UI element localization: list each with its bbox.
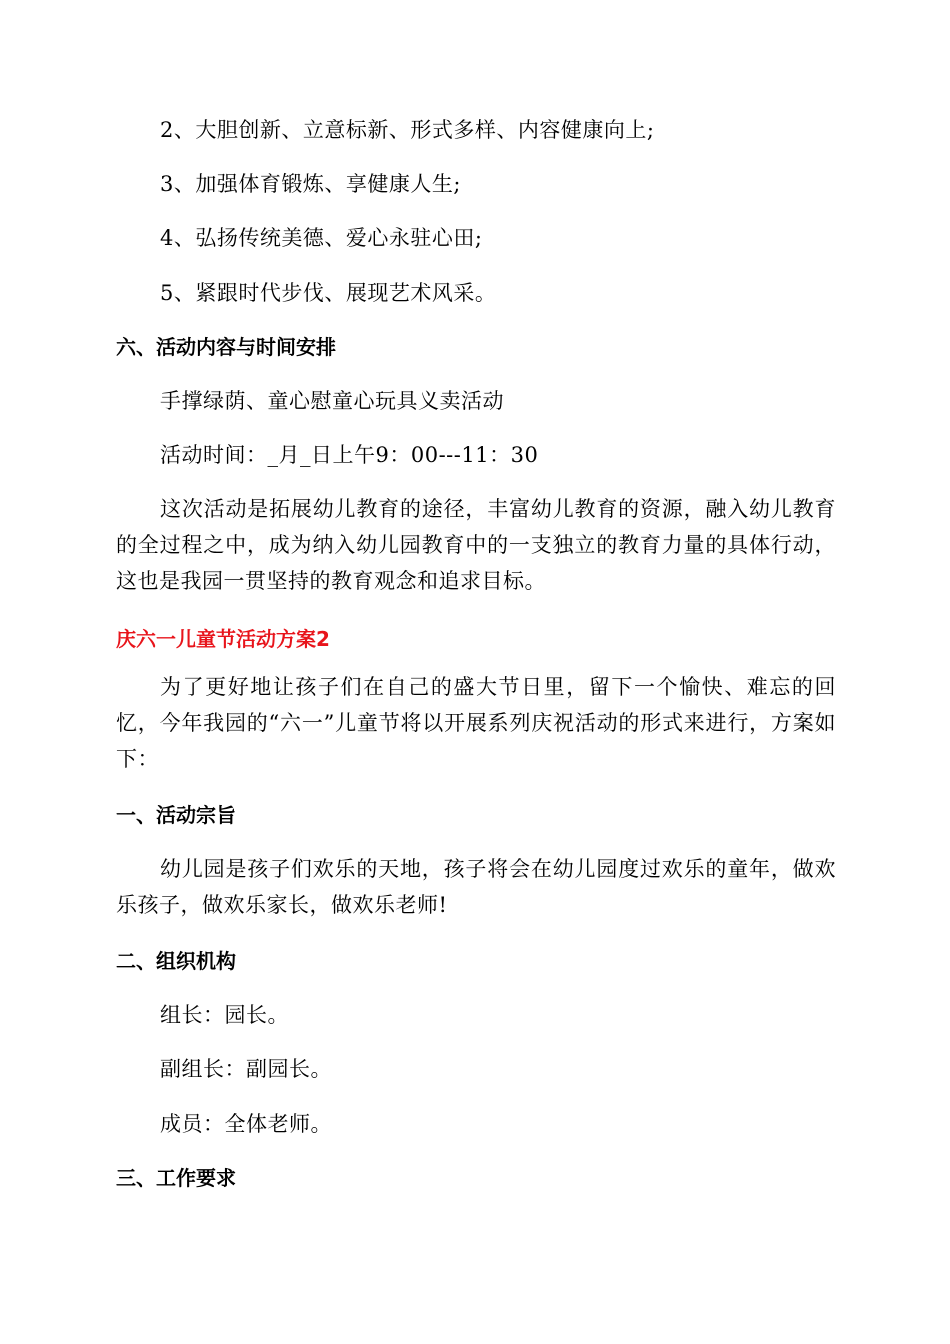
section6-paragraph: 这次活动是拓展幼儿教育的途径，丰富幼儿教育的资源，融入幼儿教育的全过程之中，成为纳入幼儿园教育中的一支独立的教育力量的具体行动，这也是我园一贯坚持的教育观念和追求目标。 <box>116 497 836 593</box>
list-item: 3、加强体育锻炼、享健康人生; <box>160 172 461 196</box>
org-members: 成员：全体老师。 <box>160 1112 332 1136</box>
section-heading-6: 六、活动内容与时间安排 <box>116 335 336 359</box>
activity-name: 手撑绿荫、童心慰童心玩具义卖活动 <box>160 389 504 413</box>
section-heading-1: 一、活动宗旨 <box>116 803 236 827</box>
purpose-text: 幼儿园是孩子们欢乐的天地，孩子将会在幼儿园度过欢乐的童年，做欢乐孩子，做欢乐家长，做欢乐老师! <box>116 857 836 917</box>
list-item: 4、弘扬传统美德、爱心永驻心田; <box>160 226 483 250</box>
plan2-intro: 为了更好地让孩子们在自己的盛大节日里，留下一个愉快、难忘的回忆，今年我园的“六一”儿童节将以开展系列庆祝活动的形式来进行，方案如下： <box>116 675 836 771</box>
section-heading-3: 三、工作要求 <box>116 1166 236 1190</box>
org-leader: 组长：园长。 <box>160 1003 289 1027</box>
list-item: 5、紧跟时代步伐、展现艺术风采。 <box>160 281 497 305</box>
section-heading-2: 二、组织机构 <box>116 949 236 973</box>
org-deputy: 副组长：副园长。 <box>160 1057 332 1081</box>
list-item: 2、大胆创新、立意标新、形式多样、内容健康向上; <box>160 118 655 142</box>
plan2-title: 庆六一儿童节活动方案2 <box>116 627 330 651</box>
activity-time: 活动时间：_月_日上午9：00---11：30 <box>160 443 539 467</box>
